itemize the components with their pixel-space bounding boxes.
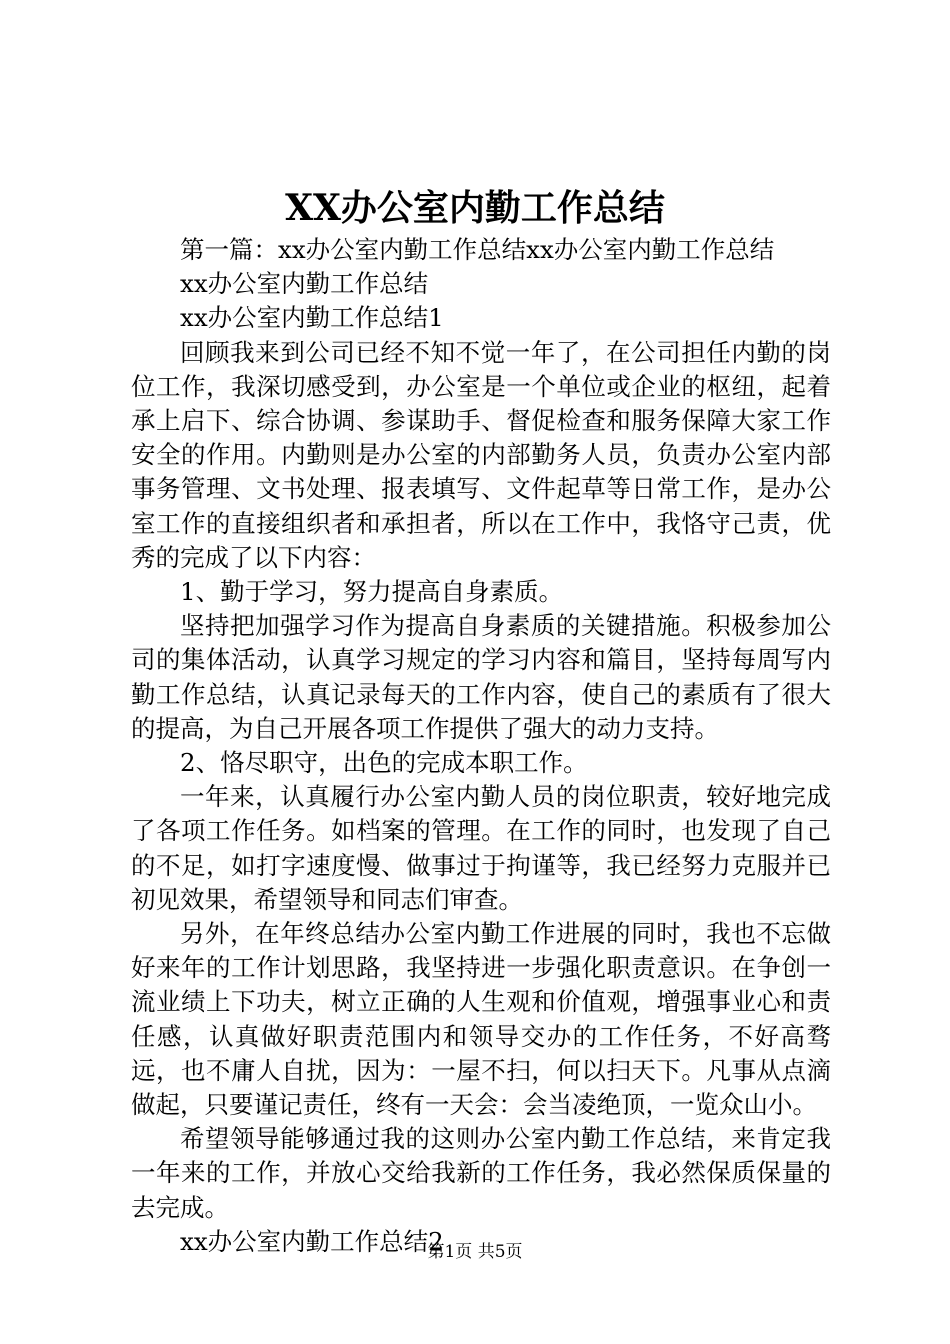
paragraph: 第一篇：xx办公室内勤工作总结xx办公室内勤工作总结 [180, 235, 775, 264]
paragraph: xx办公室内勤工作总结 [180, 269, 429, 299]
paragraph: 坚持把加强学习作为提高自身素质的关键措施。积极参加公司的集体活动，认真学习规定的学习内容和篇目，坚持每周写内勤工作总结，认真记录每天的工作内容，使自己的素质有了很大的提高，为自己开展各项工作提供了强大的动力支持。 [131, 611, 831, 743]
paragraph: xx办公室内勤工作总结2 [180, 1226, 444, 1256]
document-title: XX办公室内勤工作总结 [285, 187, 665, 229]
paragraph: 希望领导能够通过我的这则办公室内勤工作总结，来肯定我一年来的工作，并放心交给我新的工作任务，我必然保质保量的去完成。 [131, 1124, 831, 1222]
page-footer: 第1页 共5页 [427, 1242, 523, 1262]
paragraph: xx办公室内勤工作总结1 [180, 303, 444, 333]
paragraph: 回顾我来到公司已经不知不觉一年了，在公司担任内勤的岗位工作，我深切感受到，办公室是一个单位或企业的枢纽，起着承上启下、综合协调、参谋助手、督促检查和服务保障大家工作安全的作用。内勤则是办公室的内部勤务人员，负责办公室内部事务管理、文书处理、报表填写、文件起草等日常工作，是办公室工作的直接组织者和承担者，所以在工作中，我恪守己责，优秀的完成了以下内容： [131, 337, 831, 572]
paragraph: 2、恪尽职守，出色的完成本职工作。 [180, 748, 588, 778]
paragraph: 一年来，认真履行办公室内勤人员的岗位职责，较好地完成了各项工作任务。如档案的管理。在工作的同时，也发现了自己的不足，如打字速度慢、做事过于拘谨等，我已经努力克服并已初见效果，希望领导和同志们审查。 [131, 782, 831, 914]
paragraph: 1、勤于学习，努力提高自身素质。 [180, 577, 564, 607]
paragraph: 另外，在年终总结办公室内勤工作进展的同时，我也不忘做好来年的工作计划思路，我坚持进一步强化职责意识。在争创一流业绩上下功夫，树立正确的人生观和价值观，增强事业心和责任感，认真做好职责范围内和领导交办的工作任务，不好高骛远，也不庸人自扰，因为：一屋不扫，何以扫天下。凡事从点滴做起，只要谨记责任，终有一天会：会当凌绝顶，一览众山小。 [131, 919, 831, 1120]
document-body [131, 233, 831, 1259]
